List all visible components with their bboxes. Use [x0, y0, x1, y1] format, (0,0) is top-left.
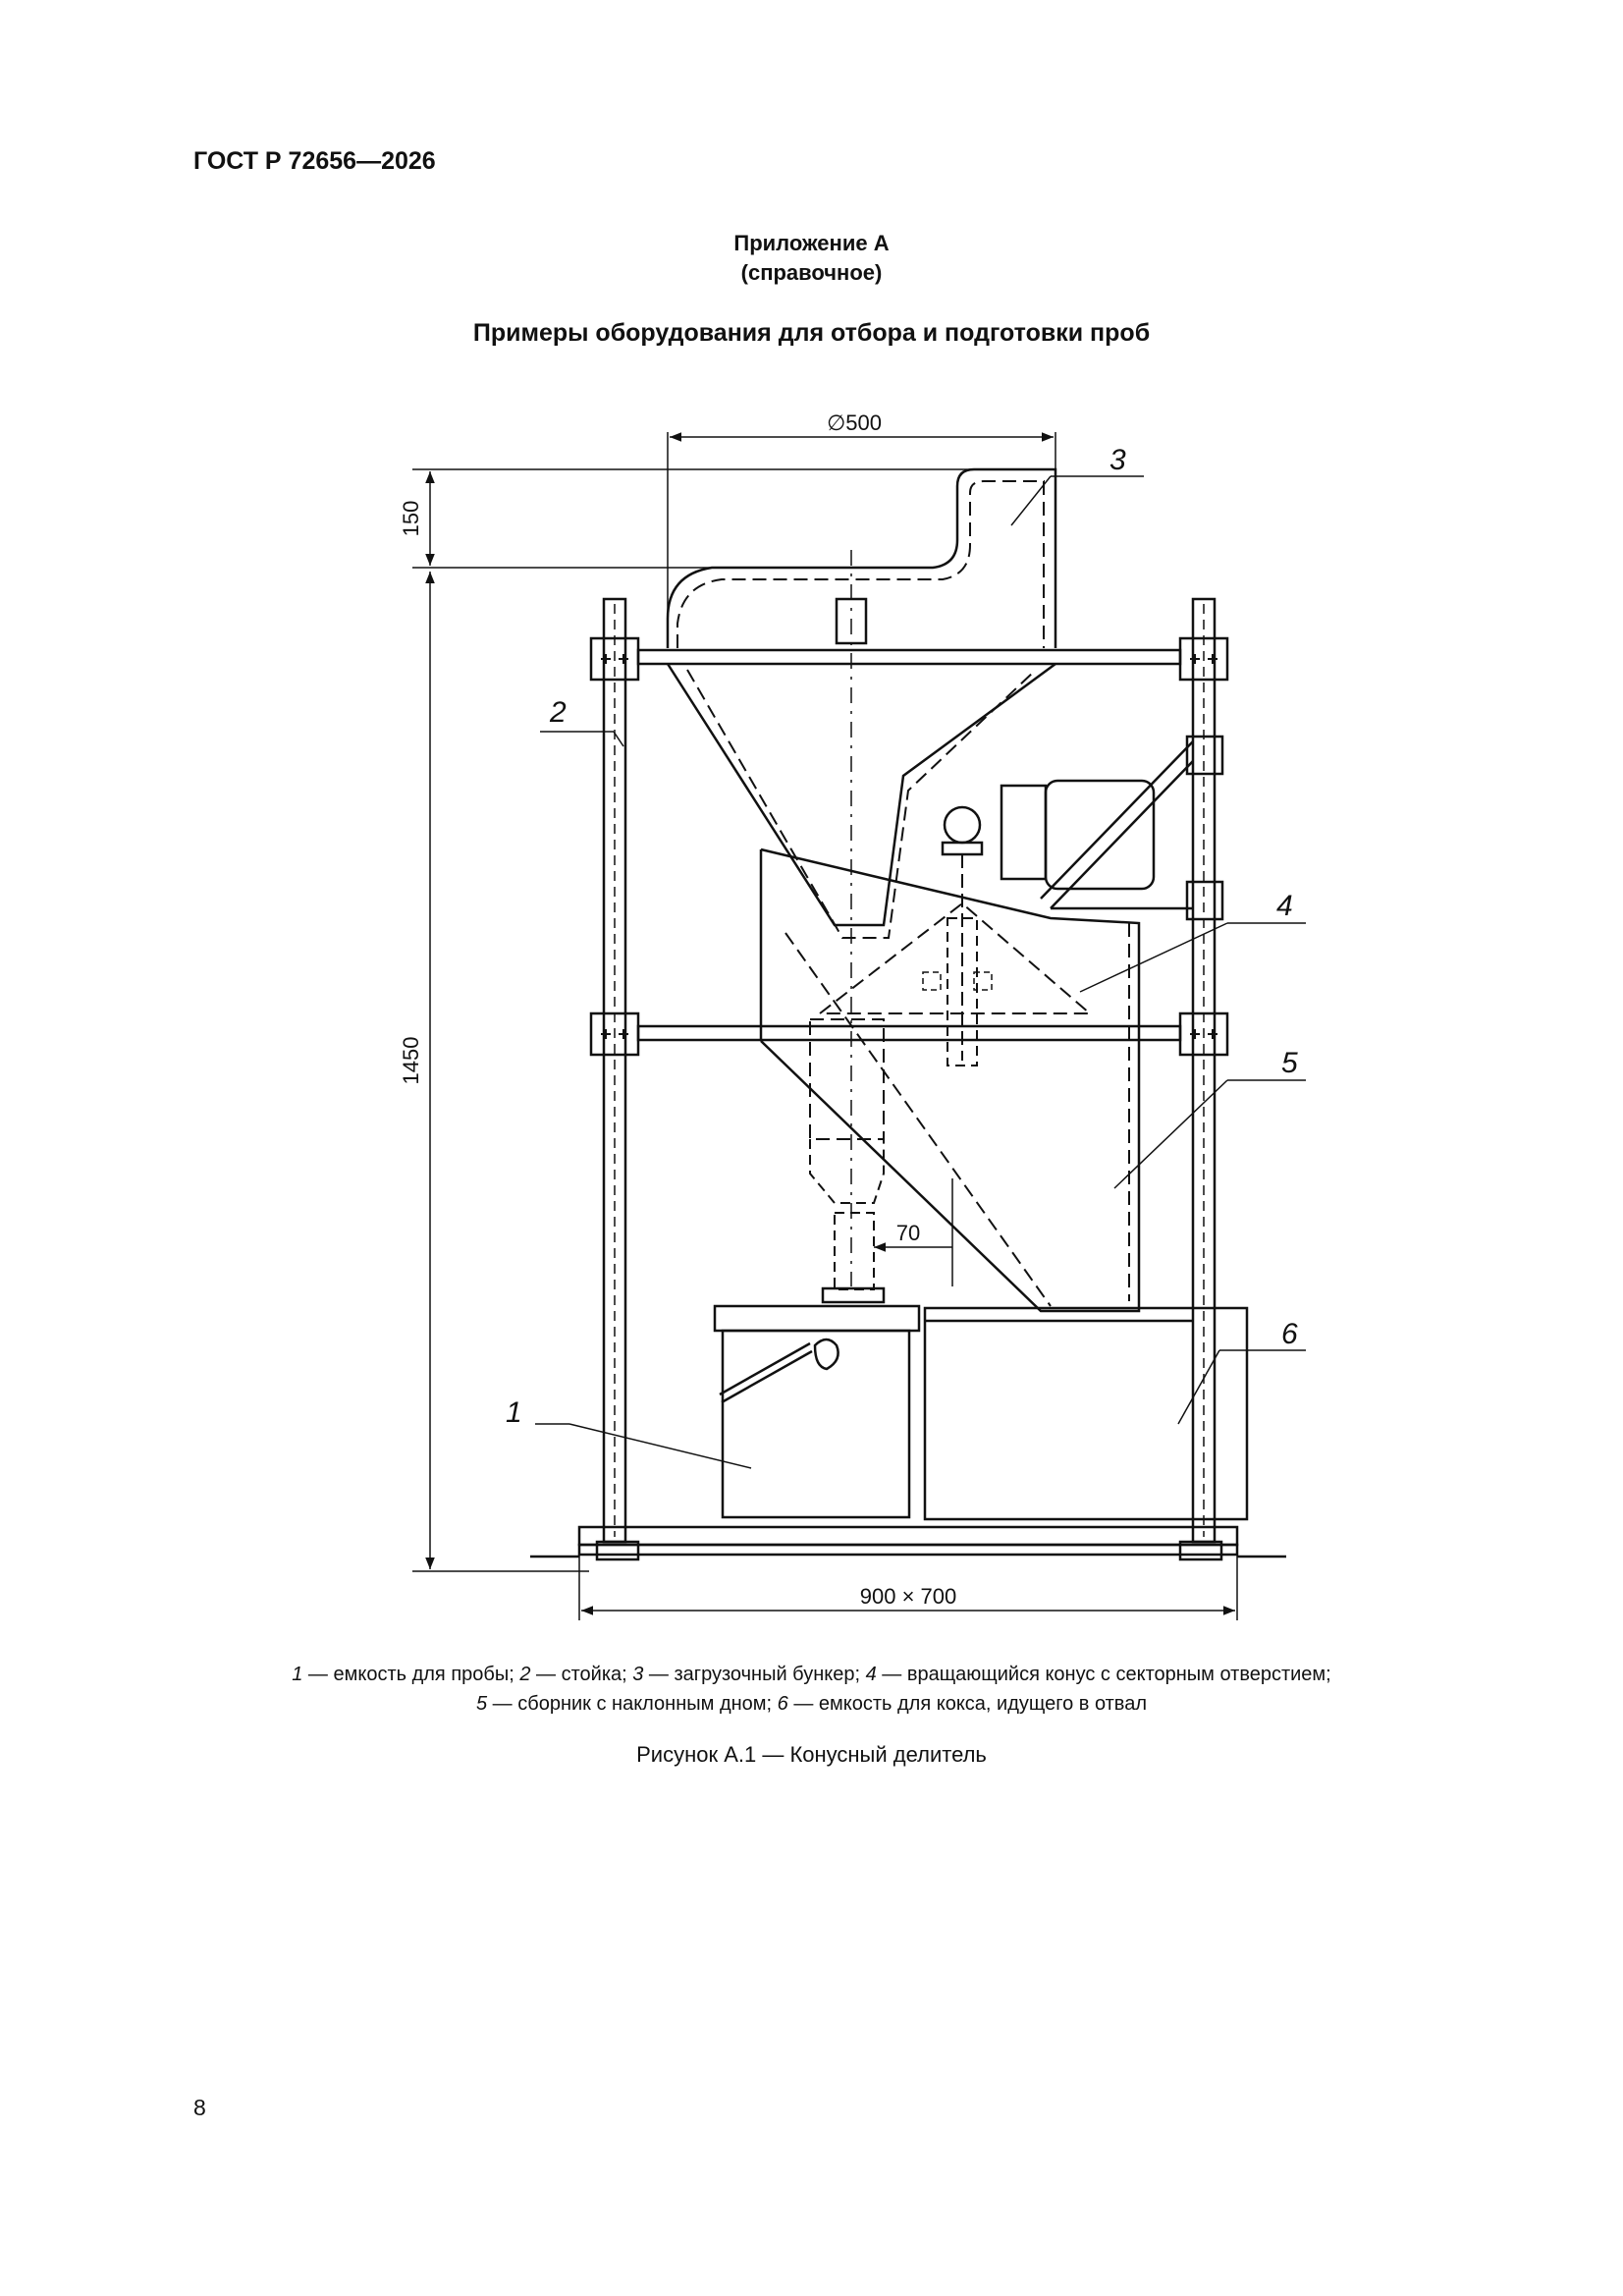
waste-container: [925, 1308, 1247, 1519]
callout-1: 1: [506, 1396, 522, 1429]
legend-num-5: 5: [476, 1693, 488, 1715]
legend-num-2: 2: [519, 1664, 531, 1685]
cone-divider-figure: [373, 403, 1316, 1635]
document-code: ГОСТ Р 72656—2026: [193, 147, 436, 175]
sample-container: [715, 1306, 919, 1517]
callout-5: 5: [1281, 1047, 1298, 1079]
annex-title: Приложение А: [733, 231, 890, 255]
loading-hopper: [668, 469, 1055, 1286]
legend-num-6: 6: [777, 1693, 788, 1715]
legend-text-6: — емкость для кокса, идущего в отвал: [787, 1693, 1147, 1715]
legend-num-4: 4: [865, 1664, 877, 1685]
callout-4: 4: [1276, 890, 1293, 922]
leader-lines: [535, 476, 1306, 1468]
callout-6: 6: [1281, 1318, 1298, 1350]
right-column: [1180, 599, 1227, 1542]
legend-line-1: [0, 1660, 1623, 1689]
annex-heading: [0, 229, 1623, 288]
bolts: [601, 654, 1217, 1039]
cross-beams: [638, 650, 1180, 1040]
legend-line-2: [0, 1689, 1623, 1719]
rotating-cone: [761, 849, 1139, 1066]
section-title: Примеры оборудования для отбора и подготовки проб: [472, 319, 1151, 347]
legend-num-3: 3: [632, 1664, 644, 1685]
page-number: 8: [193, 2095, 206, 2120]
funnel: [668, 664, 1055, 938]
legend-text-3: — загрузочный бункер;: [643, 1664, 866, 1685]
dim-height-total-text: 1450: [399, 1036, 423, 1085]
legend-text-1: — емкость для пробы;: [302, 1664, 520, 1685]
figure-caption: Рисунок А.1 — Конусный делитель: [636, 1742, 987, 1767]
cone-divider-drawing: [373, 403, 1316, 1630]
dim-base-text: 900 × 700: [859, 1584, 957, 1609]
legend-text-4: — вращающийся конус с секторным отверстием;: [876, 1664, 1331, 1685]
collector: [761, 923, 1139, 1311]
dim-height-top-text: 150: [399, 500, 423, 537]
left-column: [591, 599, 638, 1542]
legend-text-5: — сборник с наклонным дном;: [487, 1693, 778, 1715]
callout-2: 2: [550, 696, 567, 729]
dim-diameter-text: ∅500: [827, 410, 882, 435]
dim-height-top: [412, 469, 1055, 568]
dim-gap-text: 70: [895, 1221, 921, 1245]
figure-legend: [0, 1660, 1623, 1719]
legend-text-2: — стойка;: [530, 1664, 633, 1685]
dim-diameter: [668, 432, 1055, 648]
callout-3: 3: [1109, 444, 1126, 476]
annex-subtitle: (справочное): [740, 260, 883, 285]
legend-num-1: 1: [292, 1664, 303, 1685]
